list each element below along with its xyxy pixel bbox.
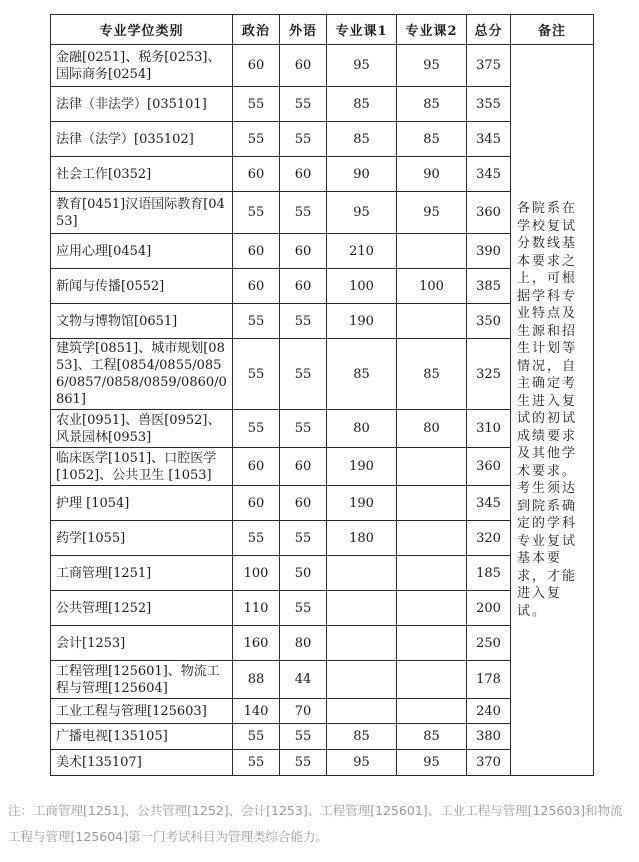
footnote: 注：工商管理[1251]、公共管理[1252]、会计[1253]、工程管理[125601]、工业工程与管理[125603]和物流工程与管理[125604]第一门考试科目为管理类综合能力。 [8, 803, 623, 844]
cell-major-course-2: 85 [397, 122, 467, 157]
cell-category: 新闻与传播[0552] [51, 269, 233, 304]
cell-foreign-language: 55 [280, 339, 327, 410]
cell-major-course-1 [327, 556, 397, 591]
cell-category: 广播电视[135105] [51, 724, 233, 750]
cell-category: 社会工作[0352] [51, 157, 233, 192]
cell-politics: 55 [233, 87, 280, 122]
cell-foreign-language: 55 [280, 122, 327, 157]
cell-major-course-1: 85 [327, 87, 397, 122]
cell-major-course-1: 190 [327, 486, 397, 521]
cell-major-course-1: 85 [327, 724, 397, 750]
cell-politics: 110 [233, 591, 280, 626]
cell-politics: 55 [233, 410, 280, 448]
cell-category: 建筑学[0851]、城市规划[0853]、工程[0854/0855/0856/0857/0858/0859/0860/0861] [51, 339, 233, 410]
cell-major-course-1: 85 [327, 122, 397, 157]
remarks-note: 各院系在学校复试分数线基本要求之上，可根据学科专业特点及生源和招生计划等情况，自主确定考生进入复试的初试成绩要求及其他学术要求。考生须达到院系确定的学科专业复试基本要求，才能进入复试。 [511, 45, 594, 776]
cell-major-course-1 [327, 699, 397, 724]
cell-major-course-1: 190 [327, 448, 397, 486]
cell-major-course-2 [397, 234, 467, 269]
cell-major-course-1: 190 [327, 304, 397, 339]
cell-politics: 55 [233, 750, 280, 776]
cell-major-course-2: 95 [397, 45, 467, 87]
cell-category: 公共管理[1252] [51, 591, 233, 626]
cell-politics: 55 [233, 339, 280, 410]
cell-category: 文物与博物馆[0651] [51, 304, 233, 339]
cell-foreign-language: 70 [280, 699, 327, 724]
cell-major-course-1 [327, 626, 397, 661]
cell-major-course-2: 95 [397, 192, 467, 234]
cell-foreign-language: 60 [280, 45, 327, 87]
cell-foreign-language: 80 [280, 626, 327, 661]
cell-foreign-language: 44 [280, 661, 327, 699]
cell-major-course-1 [327, 591, 397, 626]
cell-foreign-language: 60 [280, 486, 327, 521]
cell-total: 178 [467, 661, 511, 699]
cell-politics: 55 [233, 521, 280, 556]
cell-total: 355 [467, 87, 511, 122]
cell-foreign-language: 60 [280, 448, 327, 486]
cell-politics: 160 [233, 626, 280, 661]
cell-total: 325 [467, 339, 511, 410]
cell-category: 金融[0251]、税务[0253]、国际商务[0254] [51, 45, 233, 87]
cell-politics: 55 [233, 122, 280, 157]
cell-politics: 88 [233, 661, 280, 699]
cell-total: 385 [467, 269, 511, 304]
cell-major-course-2: 85 [397, 724, 467, 750]
cell-politics: 60 [233, 269, 280, 304]
cell-total: 240 [467, 699, 511, 724]
header-foreign-language: 外语 [280, 15, 327, 45]
cell-politics: 60 [233, 234, 280, 269]
table-row [51, 45, 594, 87]
cell-major-course-2: 95 [397, 750, 467, 776]
cell-total: 345 [467, 486, 511, 521]
cell-major-course-2: 85 [397, 339, 467, 410]
header-major-course-2: 专业课2 [397, 15, 467, 45]
cell-category: 工商管理[1251] [51, 556, 233, 591]
cell-politics: 60 [233, 157, 280, 192]
cell-major-course-2 [397, 521, 467, 556]
header-politics: 政治 [233, 15, 280, 45]
cell-category: 护理 [1054] [51, 486, 233, 521]
header-category: 专业学位类别 [51, 15, 233, 45]
cell-total: 350 [467, 304, 511, 339]
cell-major-course-1: 85 [327, 339, 397, 410]
cell-major-course-2 [397, 486, 467, 521]
cell-total: 250 [467, 626, 511, 661]
cell-politics: 60 [233, 448, 280, 486]
header-total: 总分 [467, 15, 511, 45]
cell-politics: 55 [233, 724, 280, 750]
cell-foreign-language: 50 [280, 556, 327, 591]
cell-major-course-2 [397, 661, 467, 699]
cell-major-course-1 [327, 661, 397, 699]
cell-foreign-language: 60 [280, 157, 327, 192]
cell-category: 法律（非法学）[035101] [51, 87, 233, 122]
cell-major-course-1: 90 [327, 157, 397, 192]
cell-total: 320 [467, 521, 511, 556]
cell-major-course-1: 180 [327, 521, 397, 556]
cell-major-course-1: 210 [327, 234, 397, 269]
cell-foreign-language: 55 [280, 192, 327, 234]
cell-major-course-2: 80 [397, 410, 467, 448]
cell-major-course-2 [397, 699, 467, 724]
cell-category: 美术[135107] [51, 750, 233, 776]
cell-major-course-2 [397, 304, 467, 339]
cell-category: 工程管理[125601]、物流工程与管理[125604] [51, 661, 233, 699]
cell-foreign-language: 55 [280, 750, 327, 776]
cell-category: 教育[0451]汉语国际教育[0453] [51, 192, 233, 234]
cell-foreign-language: 60 [280, 269, 327, 304]
cell-major-course-2 [397, 591, 467, 626]
cell-politics: 140 [233, 699, 280, 724]
cell-foreign-language: 55 [280, 591, 327, 626]
cell-major-course-1: 80 [327, 410, 397, 448]
cell-politics: 60 [233, 486, 280, 521]
cell-total: 360 [467, 192, 511, 234]
header-remarks: 备注 [511, 15, 594, 45]
cell-category: 会计[1253] [51, 626, 233, 661]
cell-major-course-2: 100 [397, 269, 467, 304]
cell-total: 185 [467, 556, 511, 591]
score-table [50, 14, 594, 776]
cell-major-course-1: 95 [327, 192, 397, 234]
cell-category: 工业工程与管理[125603] [51, 699, 233, 724]
cell-politics: 100 [233, 556, 280, 591]
cell-total: 375 [467, 45, 511, 87]
cell-major-course-2: 85 [397, 87, 467, 122]
cell-category: 法律（法学）[035102] [51, 122, 233, 157]
cell-politics: 55 [233, 192, 280, 234]
cell-foreign-language: 55 [280, 724, 327, 750]
cell-foreign-language: 60 [280, 234, 327, 269]
cell-major-course-2 [397, 626, 467, 661]
cell-total: 360 [467, 448, 511, 486]
cell-category: 农业[0951]、兽医[0952]、风景园林[0953] [51, 410, 233, 448]
cell-category: 应用心理[0454] [51, 234, 233, 269]
cell-foreign-language: 55 [280, 521, 327, 556]
cell-major-course-2 [397, 448, 467, 486]
cell-foreign-language: 55 [280, 410, 327, 448]
cell-total: 200 [467, 591, 511, 626]
cell-category: 临床医学[1051]、口腔医学[1052]、公共卫生 [1053] [51, 448, 233, 486]
cell-foreign-language: 55 [280, 304, 327, 339]
table-header-row [51, 15, 594, 45]
cell-total: 370 [467, 750, 511, 776]
cell-politics: 55 [233, 304, 280, 339]
table-body [51, 45, 594, 776]
cell-major-course-2: 90 [397, 157, 467, 192]
cell-politics: 60 [233, 45, 280, 87]
cell-major-course-1: 95 [327, 45, 397, 87]
cell-total: 310 [467, 410, 511, 448]
cell-major-course-1: 100 [327, 269, 397, 304]
cell-major-course-2 [397, 556, 467, 591]
header-major-course-1: 专业课1 [327, 15, 397, 45]
cell-total: 380 [467, 724, 511, 750]
cell-total: 345 [467, 157, 511, 192]
cell-category: 药学[1055] [51, 521, 233, 556]
cell-total: 345 [467, 122, 511, 157]
cell-foreign-language: 55 [280, 87, 327, 122]
cell-total: 390 [467, 234, 511, 269]
cell-major-course-1: 95 [327, 750, 397, 776]
